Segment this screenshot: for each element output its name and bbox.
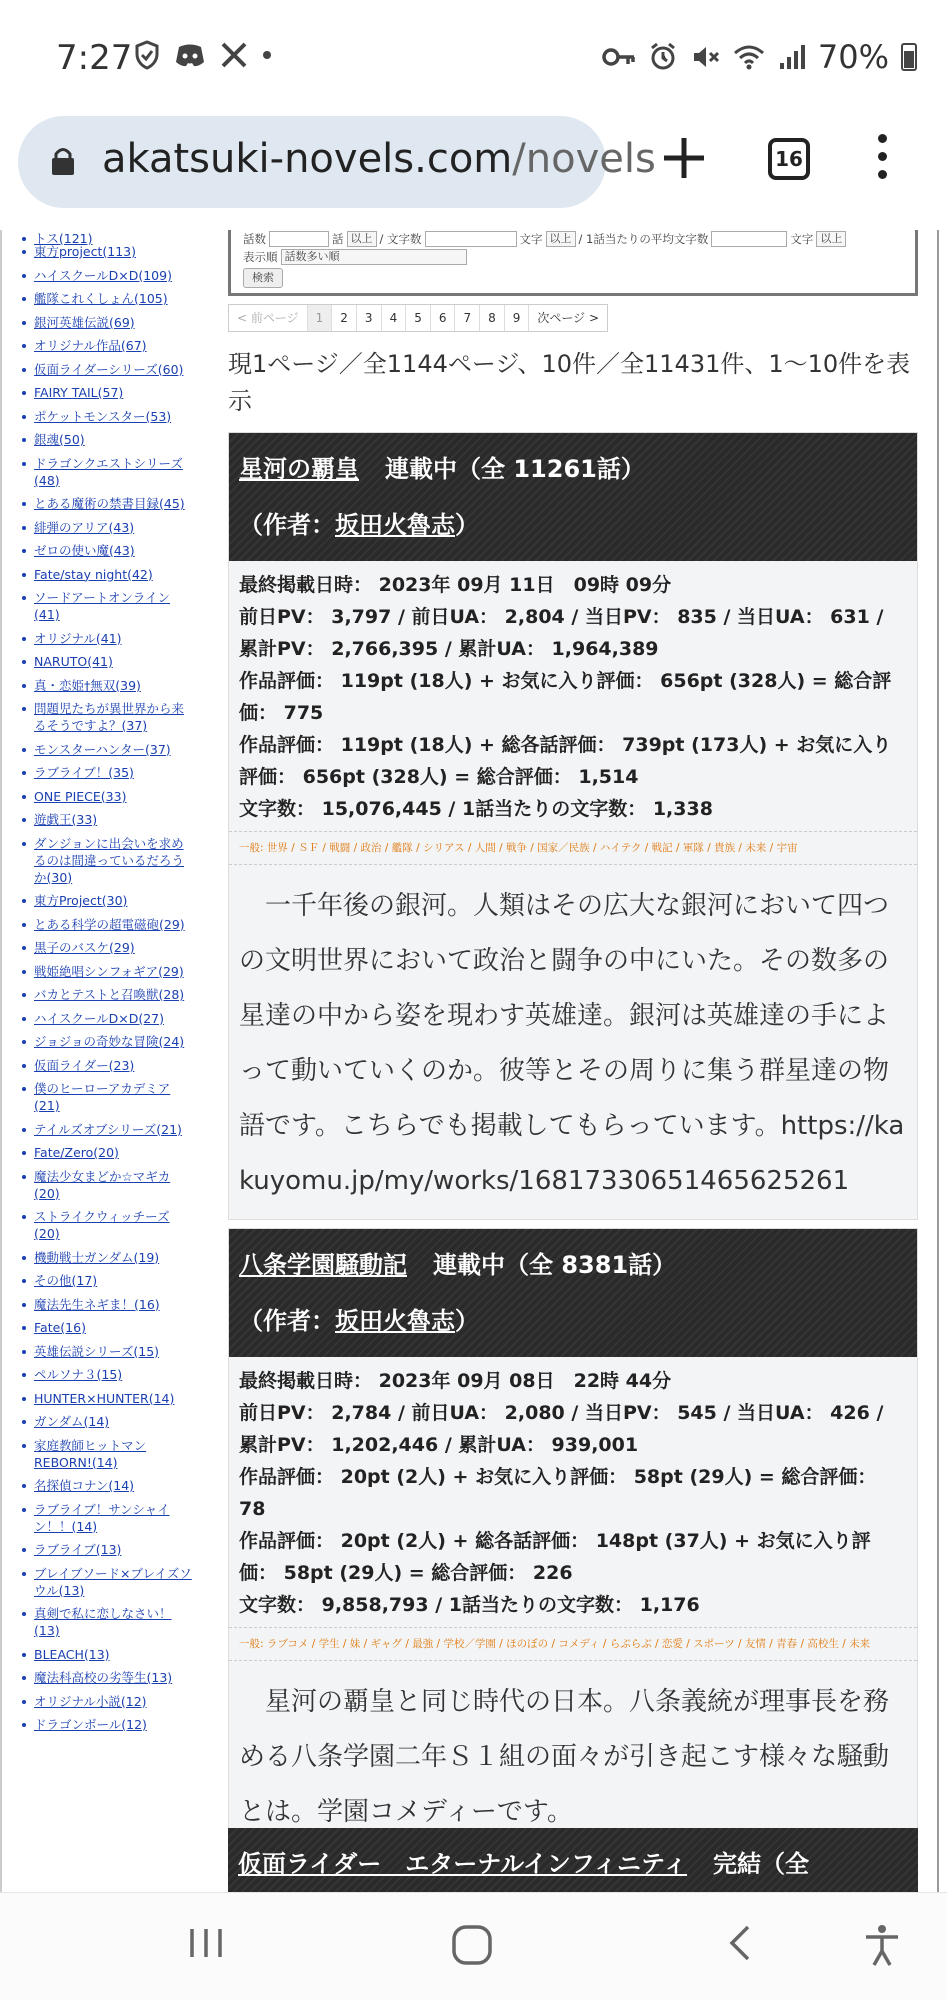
url-path: /novels — [512, 136, 656, 182]
sidebar-item[interactable]: オリジナル(41) — [16, 630, 192, 647]
alarm-icon — [648, 42, 678, 72]
chars-unit: 文字 — [519, 232, 543, 246]
stat-line: 前日PV： 3,797 / 前日UA： 2,804 / 当日PV： 835 / 当日UA： 631 / 累計PV： 2,766,395 / 累計UA： 1,964,389 — [239, 606, 884, 660]
avg-unit: 文字 — [790, 232, 814, 246]
pager-page[interactable]: 7 — [455, 305, 480, 331]
signal-icon — [778, 43, 806, 71]
novel-title-link[interactable]: 仮面ライダー エターナルインフィニティ — [238, 1850, 688, 1878]
mute-icon — [690, 42, 720, 72]
pager-page[interactable]: 8 — [480, 305, 505, 331]
stat-line: 前日PV： 2,784 / 前日UA： 2,080 / 当日PV： 545 / 当日UA： 426 / 累計PV： 1,202,446 / 累計UA： 939,001 — [239, 1402, 884, 1456]
pager-page[interactable]: 5 — [406, 305, 431, 331]
status-notification-icons — [134, 40, 272, 70]
novel-tags[interactable]: 一般: 世界 / ＳＦ / 戦闘 / 政治 / 艦隊 / シリアス / 人間 / 戦争 / 国家／民族 / ハイテク / 戦記 / 軍隊 / 貴族 / 未来 / 宇宙 — [229, 832, 917, 865]
novel-card — [228, 1228, 918, 1851]
sidebar-item[interactable]: ポケットモンスター(53) — [16, 408, 192, 425]
stat-line: 作品評価： 119pt (18人) + お気に入り評価： 656pt (328人) = 総合評価： 775 — [239, 670, 892, 724]
pager-page[interactable]: 9 — [505, 305, 530, 331]
sidebar-item[interactable]: ストライクウィッチーズ(20) — [16, 1208, 192, 1242]
sidebar-item[interactable]: ラブライブ！サンシャイン！！(14) — [16, 1501, 192, 1535]
stat-line: 最終掲載日時： 2023年 09月 11日 09時 09分 — [239, 574, 672, 596]
sidebar-item[interactable]: 東方Project(30) — [16, 892, 192, 909]
sidebar-item[interactable]: モンスターハンター(37) — [16, 741, 192, 758]
stat-line: 作品評価： 20pt (2人) + お気に入り評価： 58pt (29人) = 総合評価： 78 — [239, 1466, 877, 1520]
novel-description: 星河の覇皇と同じ時代の日本。八条義統が理事長を務める八条学園二年Ｓ１組の面々が引き起こす様々な騒動とは。学園コメディーです。 — [239, 1687, 890, 1827]
novel-status: 連載中（全 8381話） — [433, 1251, 677, 1279]
author-link[interactable]: 坂田火魯志 — [335, 1307, 455, 1335]
sidebar-item[interactable]: 緋弾のアリア(43) — [16, 519, 192, 536]
author-prefix: （作者： — [239, 511, 335, 539]
pager-page[interactable]: 4 — [382, 305, 407, 331]
sidebar-item[interactable]: 東方project(113) — [16, 243, 192, 260]
avg-input[interactable] — [711, 231, 787, 247]
sidebar-item[interactable]: HUNTER×HUNTER(14) — [16, 1390, 192, 1407]
sidebar-item[interactable]: 戦姫絶唱シンフォギア(29) — [16, 963, 192, 980]
episodes-op-select[interactable]: 以上 — [347, 231, 377, 247]
sidebar-item[interactable]: NARUTO(41) — [16, 653, 192, 670]
sidebar-item[interactable]: 僕のヒーローアカデミア(21) — [16, 1080, 192, 1114]
novel-header — [229, 1229, 917, 1357]
lock-icon[interactable] — [50, 146, 76, 176]
page-content — [0, 230, 947, 1892]
address-bar[interactable] — [18, 116, 656, 208]
battery-percent: 70% — [817, 38, 889, 76]
system-nav-bar — [0, 1892, 947, 2000]
pager-page-current: 1 — [308, 305, 333, 331]
episodes-label: 話数 — [243, 232, 266, 246]
sidebar-item[interactable]: 遊戯王(33) — [16, 811, 192, 828]
sidebar-item[interactable]: 艦隊これくしょん(105) — [16, 290, 192, 307]
stat-line: 作品評価： 20pt (2人) + 総各話評価： 148pt (37人) + お気に入り評価： 58pt (29人) = 総合評価： 226 — [239, 1530, 871, 1584]
sidebar-item[interactable]: オリジナル作品(67) — [16, 337, 192, 354]
sidebar-item[interactable]: ガンダム(14) — [16, 1413, 192, 1430]
sidebar-item[interactable]: 問題児たちが異世界から来るそうですよ？(37) — [16, 700, 192, 734]
url-text[interactable] — [102, 136, 656, 182]
author-link[interactable]: 坂田火魯志 — [335, 511, 455, 539]
sidebar-item[interactable]: 家庭教師ヒットマンREBORN!(14) — [16, 1437, 192, 1471]
tab-switcher-button[interactable]: 16 — [768, 138, 810, 180]
sidebar-item[interactable]: オリジナル小説(12) — [16, 1693, 192, 1710]
episodes-input[interactable] — [269, 231, 329, 247]
sidebar-item[interactable]: ジョジョの奇妙な冒険(24) — [16, 1033, 192, 1050]
sidebar-item[interactable]: ラブライブ！(35) — [16, 764, 192, 781]
sidebar-item[interactable]: ラブライブ(13) — [16, 1541, 192, 1558]
novel-description: 一千年後の銀河。人類はその広大な銀河において四つの文明世界において政治と闘争の中にいた。その数多の星達の中から姿を現わす英雄達。銀河は英雄達の手によって動いていくのか。彼等とその周りに集う群星達の物語です。こちらでも掲載してもらっています。https://kakuyomu.jp/my/works/16817330651465625261 — [239, 891, 905, 1196]
sidebar-item[interactable]: Fate/stay night(42) — [16, 566, 192, 583]
order-label: 表示順 — [243, 250, 278, 264]
sidebar-item[interactable]: 黒子のバスケ(29) — [16, 939, 192, 956]
pager-page[interactable]: 6 — [431, 305, 456, 331]
sidebar-item[interactable]: 仮面ライダーシリーズ(60) — [16, 361, 192, 378]
sidebar-item[interactable]: その他(17) — [16, 1272, 192, 1289]
status-time: 7:27 — [56, 38, 133, 78]
stat-line: 文字数： 9,858,793 / 1話当たりの文字数： 1,176 — [239, 1594, 700, 1616]
url-host: akatsuki-novels.com — [102, 136, 513, 182]
pager-page[interactable]: 3 — [357, 305, 382, 331]
sidebar-item[interactable]: Fate(16) — [16, 1319, 192, 1336]
new-tab-button[interactable] — [656, 130, 712, 186]
sidebar-item[interactable]: 魔法先生ネギま！(16) — [16, 1296, 192, 1313]
sidebar-item[interactable]: ハイスクールD×D(27) — [16, 1010, 192, 1027]
order-select[interactable]: 話数多い順 — [281, 249, 467, 265]
stat-line: 作品評価： 119pt (18人) + 総各話評価： 739pt (173人) + お気に入り評価： 656pt (328人) = 総合評価： 1,514 — [239, 734, 892, 788]
sidebar-item[interactable]: ドラゴンクエストシリーズ(48) — [16, 455, 192, 489]
chars-label: / 文字数 — [379, 232, 422, 246]
novel-title-link[interactable]: 星河の覇皇 — [239, 455, 359, 483]
pager-prev: < 前ページ — [229, 305, 308, 331]
search-row-button — [243, 266, 903, 288]
novel-tags[interactable]: 一般: ラブコメ / 学生 / 妹 / ギャグ / 最強 / 学校／学園 / ほのぼの / コメディ / らぶらぶ / 恋愛 / スポーツ / 友情 / 青春 / 高校生 / 未来 — [229, 1628, 917, 1661]
browser-toolbar — [0, 108, 947, 230]
back-icon[interactable] — [722, 1923, 758, 1963]
sidebar-item[interactable]: FAIRY TAIL(57) — [16, 384, 192, 401]
sidebar-item[interactable]: ハイスクールD×D(109) — [16, 267, 192, 284]
home-icon[interactable] — [450, 1923, 494, 1967]
sidebar-item[interactable]: 魔法科高校の劣等生(13) — [16, 1669, 192, 1686]
sidebar-item[interactable]: ONE PIECE(33) — [16, 788, 192, 805]
sidebar-item[interactable]: ブレイブソード×ブレイズソウル(13) — [16, 1565, 192, 1599]
sidebar-item[interactable]: 真・恋姫†無双(39) — [16, 677, 192, 694]
sidebar-item[interactable]: 英雄伝説シリーズ(15) — [16, 1343, 192, 1360]
dot-icon — [262, 50, 272, 60]
sidebar-item[interactable]: トス(121) — [16, 230, 192, 238]
sidebar-list — [16, 243, 192, 1733]
shield-check-icon — [134, 40, 160, 70]
category-sidebar — [16, 230, 192, 1740]
sidebar-item[interactable]: Fate/Zero(20) — [16, 1144, 192, 1161]
pager-page[interactable]: 2 — [332, 305, 357, 331]
novel-stats — [229, 561, 917, 832]
page-border — [937, 230, 939, 1892]
pager-next[interactable]: 次ページ > — [537, 311, 600, 325]
search-row-counts — [243, 230, 903, 248]
search-row-order — [243, 248, 903, 266]
sidebar-item[interactable]: とある魔術の禁書目録(45) — [16, 495, 192, 512]
novel-status: 完結（全 — [713, 1850, 810, 1878]
sidebar-item[interactable]: 仮面ライダー(23) — [16, 1057, 192, 1074]
author-prefix: （作者： — [239, 1307, 335, 1335]
author-suffix: ） — [455, 1307, 479, 1335]
chars-input[interactable] — [425, 231, 517, 247]
avg-label: / 1話当たりの平均文字数 — [578, 232, 709, 246]
sidebar-item[interactable]: ダンジョンに出会いを求めるのは間違っているだろうか(30) — [16, 835, 192, 886]
pagination — [228, 304, 608, 332]
key-icon — [602, 46, 636, 68]
sidebar-item[interactable]: 名探偵コナン(14) — [16, 1477, 192, 1494]
more-menu-icon[interactable] — [870, 130, 894, 190]
novel-status: 連載中（全 11261話） — [385, 455, 645, 483]
search-form — [228, 230, 918, 296]
sidebar-item[interactable]: とある科学の超電磁砲(29) — [16, 916, 192, 933]
result-summary: 現1ページ／全1144ページ、10件／全11431件、1〜10件を表示 — [228, 350, 911, 415]
stat-line: 文字数： 15,076,445 / 1話当たりの文字数： 1,338 — [239, 798, 713, 820]
accessibility-icon[interactable] — [862, 1923, 902, 1967]
sidebar-item[interactable]: 銀魂(50) — [16, 431, 192, 448]
sidebar-item[interactable]: ドラゴンボール(12) — [16, 1716, 192, 1733]
sidebar-item[interactable]: 銀河英雄伝説(69) — [16, 314, 192, 331]
sidebar-item[interactable]: 真剣で私に恋しなさい！(13) — [16, 1605, 192, 1639]
sidebar-item[interactable]: ゼロの使い魔(43) — [16, 542, 192, 559]
novel-card — [228, 432, 918, 1220]
avg-op-select[interactable]: 以上 — [816, 231, 846, 247]
sidebar-item[interactable]: ソードアートオンライン(41) — [16, 589, 192, 623]
sidebar-item[interactable]: 魔法少女まどか☆マギカ(20) — [16, 1168, 192, 1202]
episodes-unit: 話 — [332, 232, 344, 246]
sidebar-item[interactable]: 機動戦士ガンダム(19) — [16, 1249, 192, 1266]
sidebar-item[interactable]: テイルズオブシリーズ(21) — [16, 1121, 192, 1138]
recent-apps-icon[interactable] — [186, 1923, 226, 1963]
x-icon — [220, 41, 248, 69]
novel-title-link[interactable]: 八条学園騒動記 — [239, 1251, 407, 1279]
chars-op-select[interactable]: 以上 — [546, 231, 576, 247]
status-system-icons — [602, 38, 917, 76]
sidebar-item[interactable]: BLEACH(13) — [16, 1646, 192, 1663]
sidebar-item[interactable]: バカとテストと召喚獣(28) — [16, 986, 192, 1003]
status-bar — [0, 0, 947, 108]
sidebar-item[interactable]: ペルソナ３(15) — [16, 1366, 192, 1383]
wifi-icon — [732, 43, 766, 71]
stat-line: 最終掲載日時： 2023年 09月 08日 22時 44分 — [239, 1370, 672, 1392]
novel-header — [229, 433, 917, 561]
novel-header — [228, 1828, 918, 1900]
novel-stats — [229, 1357, 917, 1628]
battery-icon — [901, 43, 917, 71]
author-suffix: ） — [455, 511, 479, 539]
discord-icon — [174, 42, 206, 68]
search-button[interactable]: 検索 — [243, 268, 283, 288]
